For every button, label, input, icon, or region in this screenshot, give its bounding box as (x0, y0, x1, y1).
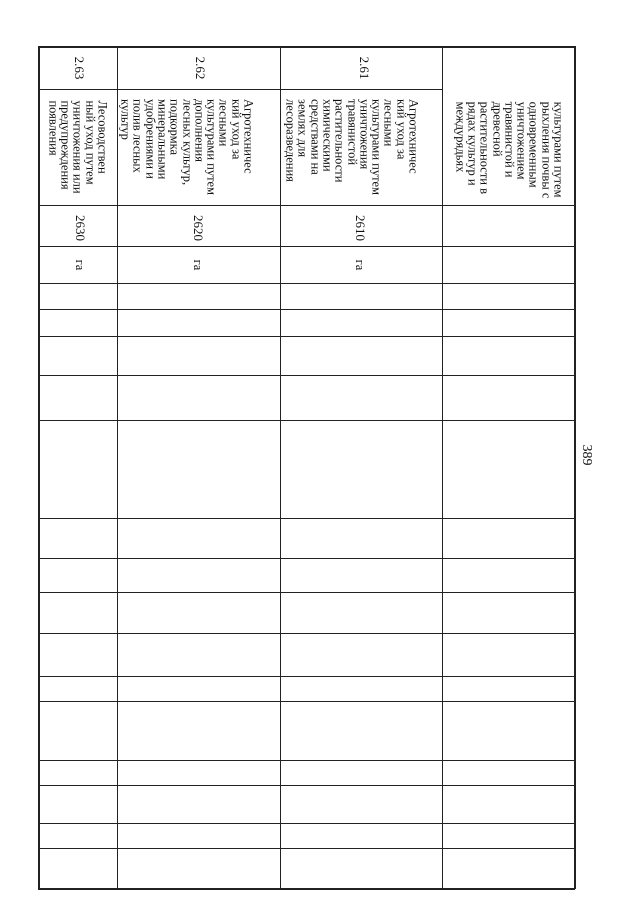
column-separator (38, 558, 575, 559)
column-separator (38, 676, 575, 677)
row-separator (442, 46, 443, 889)
column-separator (38, 205, 575, 206)
row-code: 2.63 (72, 56, 88, 80)
row-indicator-code: 2630 (73, 215, 89, 241)
table-border-right (574, 46, 576, 889)
row-name: Агротехничес кий уход за лесными культурами путем уничтожения травянистой растительности химическими средствами на землях для лесоразведения (283, 99, 421, 195)
row-name: Агротехничес кий уход за лесными культурами путем дополнения лесных культур, подкормка минеральными удобрениями и полив лесных культур (118, 99, 256, 195)
row-unit: га (73, 259, 88, 271)
table-border-left (38, 46, 40, 889)
column-separator (38, 336, 575, 337)
column-separator (38, 246, 575, 247)
column-separator (38, 785, 575, 786)
row-code: 2.61 (357, 56, 373, 80)
row-name: Лесоводствен ный уход путем уничтожения или предупреждения появления (46, 100, 110, 194)
column-separator (38, 420, 575, 421)
column-separator (38, 848, 575, 849)
row-code: 2.62 (193, 56, 209, 80)
row-separator (280, 46, 281, 889)
column-separator (38, 592, 575, 593)
column-separator (38, 518, 575, 519)
row-separator (117, 46, 118, 889)
row-name: культурами путем рыхления почвы с одновременным уничтожением травянистой и древесной растительности в рядах культур и междурядьях (452, 101, 566, 199)
column-separator (38, 283, 575, 284)
column-separator (38, 633, 575, 634)
table-border-bottom (38, 888, 575, 890)
column-separator (38, 375, 575, 376)
page-number: 389 (579, 444, 594, 466)
column-separator (38, 823, 575, 824)
column-separator (38, 760, 575, 761)
table-border-top (38, 46, 575, 48)
column-separator (38, 701, 575, 702)
row-indicator-code: 2610 (353, 215, 369, 241)
row-unit: га (191, 259, 206, 271)
column-separator (38, 309, 575, 310)
row-indicator-code: 2620 (191, 215, 207, 241)
row-unit: га (353, 259, 368, 271)
column-separator (38, 89, 442, 90)
